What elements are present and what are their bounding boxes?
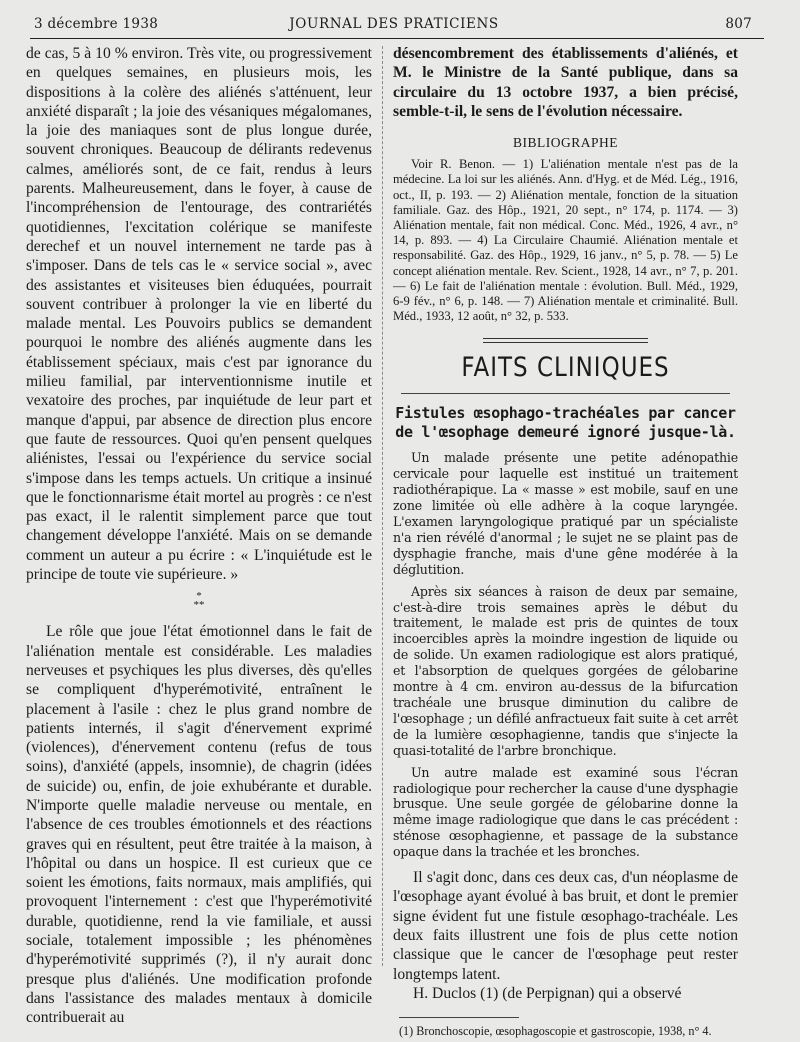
section-title: FAITS CLINIQUES — [461, 353, 670, 384]
left-paragraph-1: de cas, 5 à 10 % environ. Très vite, ou progressivement en quelques semaines, en plusieurs mois, les dispositions à la colère des aliénés s'atténuent, leur anxiété disparaît ; la joie des vésaniques mégalomanes, la joie des maniaques sont de plus longue durée, souvent chroniques. Beaucoup de délirants redevenus calmes, améliorés sont, de ce fait, rendus à leurs parents. Malheureusement, dans le foyer, à cause de l'incompréhension de l'entourage, des contrariétés quotidiennes, l'excitation colérique se manifeste derechef et un nouvel internement ne tarde pas à s'imposer. Dans de tels cas le « service social », avec des assistantes et visiteuses bien éduquées, pourrait souvent contribuer à prolonger la vie en liberté du malade mental. Les Pouvoirs publics se demandent pourquoi le nombre des aliénés augmente dans les établissement spéciaux, mais c'est par ignorance du milieu familial, par interventionnisme inutile et vexatoire des proches, par inquiétude de leur part et manque d'appui, par absence de direction plus encore que faute de ressources. Quoi qu'en pensent quelques aliénistes, l'essai ou l'expérience du service social s'impose dans les temps actuels. Un critique a insinué que le fonctionnarisme était mortel au progrès : ce n'est pas exact, il le ralentit simplement parce que tout changement développe l'anxiété. Mais on se demande comment un auteur a pu écrire : « L'inquiétude est le principe de toute vie supérieure. » — [26, 45, 372, 584]
asterism-bottom: ** — [193, 599, 205, 612]
discussion-paragraph-1: Il s'agit donc, dans ces deux cas, d'un néoplasme de l'œsophage ayant évolué à bas bruit, et dont le premier signe évident fut une fistule œsophago-trachéale. Les deux faits illustrent une fois de plus cette notion classique que le cancer de l'œsophage peut rester longtemps latent. — [393, 869, 738, 983]
footnote-rule — [399, 1017, 519, 1018]
case-title: Fistules œsophago-trachéales par cancer de l'œsophage demeuré ignoré jusque-là. — [395, 404, 736, 442]
right-column — [393, 44, 738, 1039]
asterism — [26, 592, 372, 610]
header-rule — [30, 38, 764, 39]
page-number: 807 — [725, 16, 752, 32]
case-paragraph-3: Un autre malade est examiné sous l'écran radiologique pour rechercher la cause d'une dysphagie brusque. Une seule gorgée de gélobarine donne la même image radiologique que dans le cas précédent : sténose œsophagienne, et passage de la substance opaque dans la trachée et les bronches. — [393, 764, 738, 860]
discussion-paragraph-2: H. Duclos (1) (de Perpignan) qui a observé — [413, 984, 682, 1002]
case-paragraph-1: Un malade présente une petite adénopathie cervicale pour laquelle est institué un traitement radiothérapique. La « masse » est mobile, sauf en une zone limitée où elle adhère à la coque laryngée. L'examen laryngologique pratiqué par un spécialiste n'a rien révélé d'anormal ; le sujet ne se plaint pas de dysphagie franche, mais d'une gêne modérée à la déglutition. — [393, 450, 738, 577]
asterism-top: * — [196, 590, 202, 603]
running-header — [28, 14, 760, 36]
journal-title: JOURNAL DES PRATICIENS — [289, 16, 499, 32]
bibliography-text: Voir R. Benon. — 1) L'aliénation mentale n'est pas de la médecine. La loi sur les aliénés. Ann. d'Hyg. et de Méd. Lég., 1916, oct., II, p. 193. — 2) Aliénation mentale, fonction de la situation familiale. Gaz. des Hôp., 1921, 20 sept., n° 174, p. 1174. — 3) Aliénation mentale, fait non médical. Conc. Méd., 1926, 4 avr., n° 14, p. 893. — 4) La Circulaire Chaumié. Aliénation mentale et responsabilité. Gaz. des Hôp., 1929, 16 janv., n° 5, p. 78. — 5) Le concept aliénation mentale. Rev. Scient., 1928, 14 avr., n° 7, p. 201. — 6) Le fait de l'aliénation mentale : évolution. Bull. Méd., 1929, 6-9 fév., n° 6, p. 148. — 7) Aliénation mentale et criminalité. Bull. Méd., 1933, 12 août, n° 32, p. 533. — [393, 157, 738, 324]
header-date: 3 décembre 1938 — [34, 16, 159, 32]
footnote: (1) Bronchoscopie, œsophagoscopie et gastroscopie, 1938, n° 4. — [399, 1024, 712, 1039]
bibliography-heading: BIBLIOGRAPHE — [512, 135, 618, 151]
left-column — [26, 44, 372, 1028]
case-paragraph-2: Après six séances à raison de deux par semaine, c'est-à-dire trois semaines après le début du traitement, le malade est pris de quintes de toux incoercibles après la moindre ingestion de liquide ou de solide. Un examen radiologique est alors pratiqué, et l'absorption de quelques gorgées de gélobarine montre à 4 cm. environ au-dessus de la bifurcation trachéale une brusque diminution du calibre de l'œsophage ; un défilé anfractueux fait suite à cet arrêt de la lumière œsophagienne, tandis que s'injecte la quasi-totalité de l'arbre bronchique. — [393, 583, 738, 758]
section-rule — [401, 393, 730, 394]
right-paragraph-top: désencombrement des établissements d'aliénés, et M. le Ministre de la Santé publique, dans sa circulaire du 13 octobre 1937, a bien précisé, semble-t-il, le sens de l'évolution nécessaire. — [393, 45, 738, 120]
section-separator — [483, 338, 648, 343]
left-paragraph-2: Le rôle que joue l'état émotionnel dans le fait de l'aliénation mentale est considérable. Les maladies nerveuses et psychiques les plus diverses, dès qu'elles se compliquent d'hyperémotivité, entraînent le placement à l'asile : chez le plus grand nombre de patients internés, il s'agit d'énervement exprimé (violences), d'énervement contenu (refus de tous soins), d'anxiété (appels, insomnie), de chagrin (idées de suicide) ou, enfin, de joie exhubérante et durable. N'importe quelle maladie nerveuse ou mentale, en l'absence de ces troubles émotionnels et des réactions graves qui en résultent, peut être traitée à la maison, à l'hôpital ou dans un hospice. Il est curieux que ce soient les émotions, faits normaux, mais amplifiés, qui provoquent l'internement : c'est que l'hyperémotivité durable, quotidienne, rend la vie familiale, et aussi sociale, totalement impossible ; les phénomènes d'hyperémotivité supprimés (?), il n'y aurait donc presque plus d'aliénés. Une modification profonde dans l'assistance des malades mentaux à domicile contribuerait au — [26, 623, 372, 1027]
column-divider — [382, 46, 383, 966]
